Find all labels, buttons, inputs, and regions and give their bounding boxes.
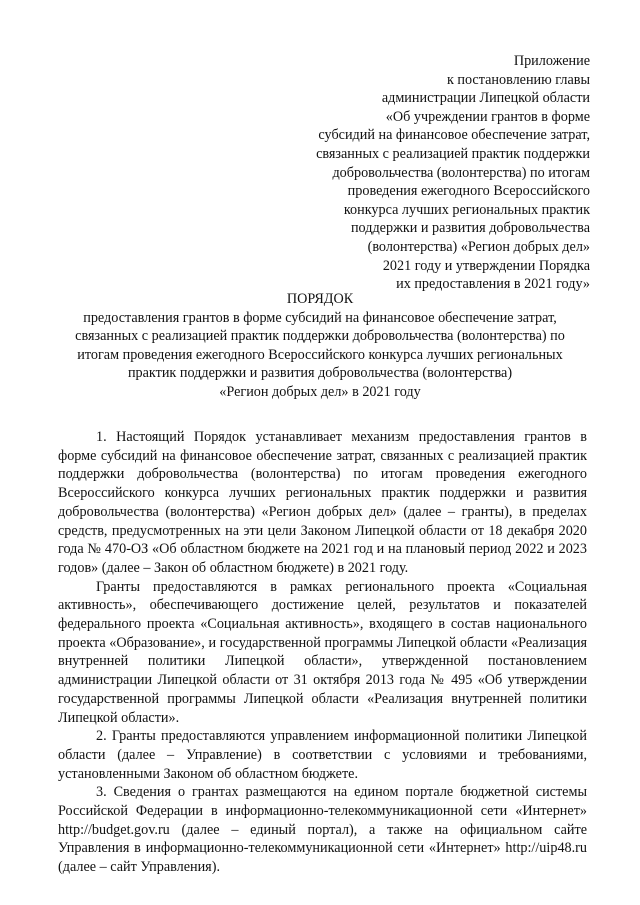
appendix-block (260, 52, 590, 294)
appendix-line: конкурса лучших региональных практик (343, 201, 590, 218)
paragraph-grants-scope: Гранты предоставляются в рамках регионального проекта «Социальная активность», обеспечивающего достижение целей, результатов и показателей федерального проекта «Социальная активность», входящего в состав национального проекта «Образование», и государственной программы Липецкой области «Реализация внутренней политики Липецкой области», утвержденной постановлением администрации Липецкой области от 31 октября 2013 года № 495 «Об утверждении государственной программы Липецкой области «Реализация внутренней политики Липецкой области». (58, 578, 587, 726)
title-line: связанных с реализацией практик поддержки добровольчества (волонтерства) по (75, 328, 565, 345)
paragraph-1: 1. Настоящий Порядок устанавливает механизм предоставления грантов в форме субсидий на финансовое обеспечение затрат, связанных с реализацией практик поддержки добровольчества (волонтерства) по итогам проведения ежегодного Всероссийского конкурса лучших региональных практик поддержки и развития добровольчества (волонтерства) «Регион добрых дел» (далее – гранты), в пределах средств, предусмотренных на эти цели Законом Липецкой области от 18 декабря 2020 года № 470-ОЗ «Об областном бюджете на 2021 год и на плановый период 2022 и 2023 годов» (далее – Закон об областном бюджете) в 2021 году. (58, 429, 587, 576)
title-line: практик поддержки и развития добровольчества (волонтерства) (127, 365, 513, 382)
appendix-line: 2021 году и утверждении Порядка (382, 257, 590, 274)
appendix-line: «Об учреждении грантов в форме (385, 108, 590, 125)
title-line: предоставления грантов в форме субсидий на финансовое обеспечение затрат, (83, 309, 557, 326)
title-line: «Регион добрых дел» в 2021 году (219, 383, 421, 400)
appendix-line: добровольчества (волонтерства) по итогам (332, 164, 590, 181)
appendix-line: их предоставления в 2021 году» (396, 276, 590, 293)
document-body (58, 428, 587, 877)
appendix-line: к постановлению главы (446, 71, 590, 88)
appendix-line: Приложение (513, 53, 590, 69)
paragraph-3: 3. Сведения о грантах размещаются на едином портале бюджетной системы Российской Федерации в информационно-телекоммуникационной сети «Интернет» http://budget.gov.ru (далее – единый портал), а также на официальном сайте Управления в информационно-телекоммуникационной сети «Интернет» http://uip48.ru (далее – сайт Управления). (58, 784, 587, 876)
appendix-line: (волонтерства) «Регион добрых дел» (367, 238, 590, 255)
appendix-line: связанных с реализацией практик поддержки (316, 145, 590, 162)
paragraph-2: 2. Гранты предоставляются управлением информационной политики Липецкой области (далее – Управление) в соответствии с условиями и требованиями, установленными Законом об областном бюджете. (58, 728, 587, 782)
title-line: итогам проведения ежегодного Всероссийского конкурса лучших региональных (77, 346, 563, 363)
appendix-line: проведения ежегодного Всероссийского (347, 183, 590, 200)
title-heading: ПОРЯДОК (286, 291, 354, 307)
appendix-line: субсидий на финансовое обеспечение затрат, (318, 127, 590, 144)
document-title (50, 290, 590, 402)
appendix-line: администрации Липецкой области (381, 90, 590, 107)
appendix-line: поддержки и развития добровольчества (350, 220, 590, 237)
